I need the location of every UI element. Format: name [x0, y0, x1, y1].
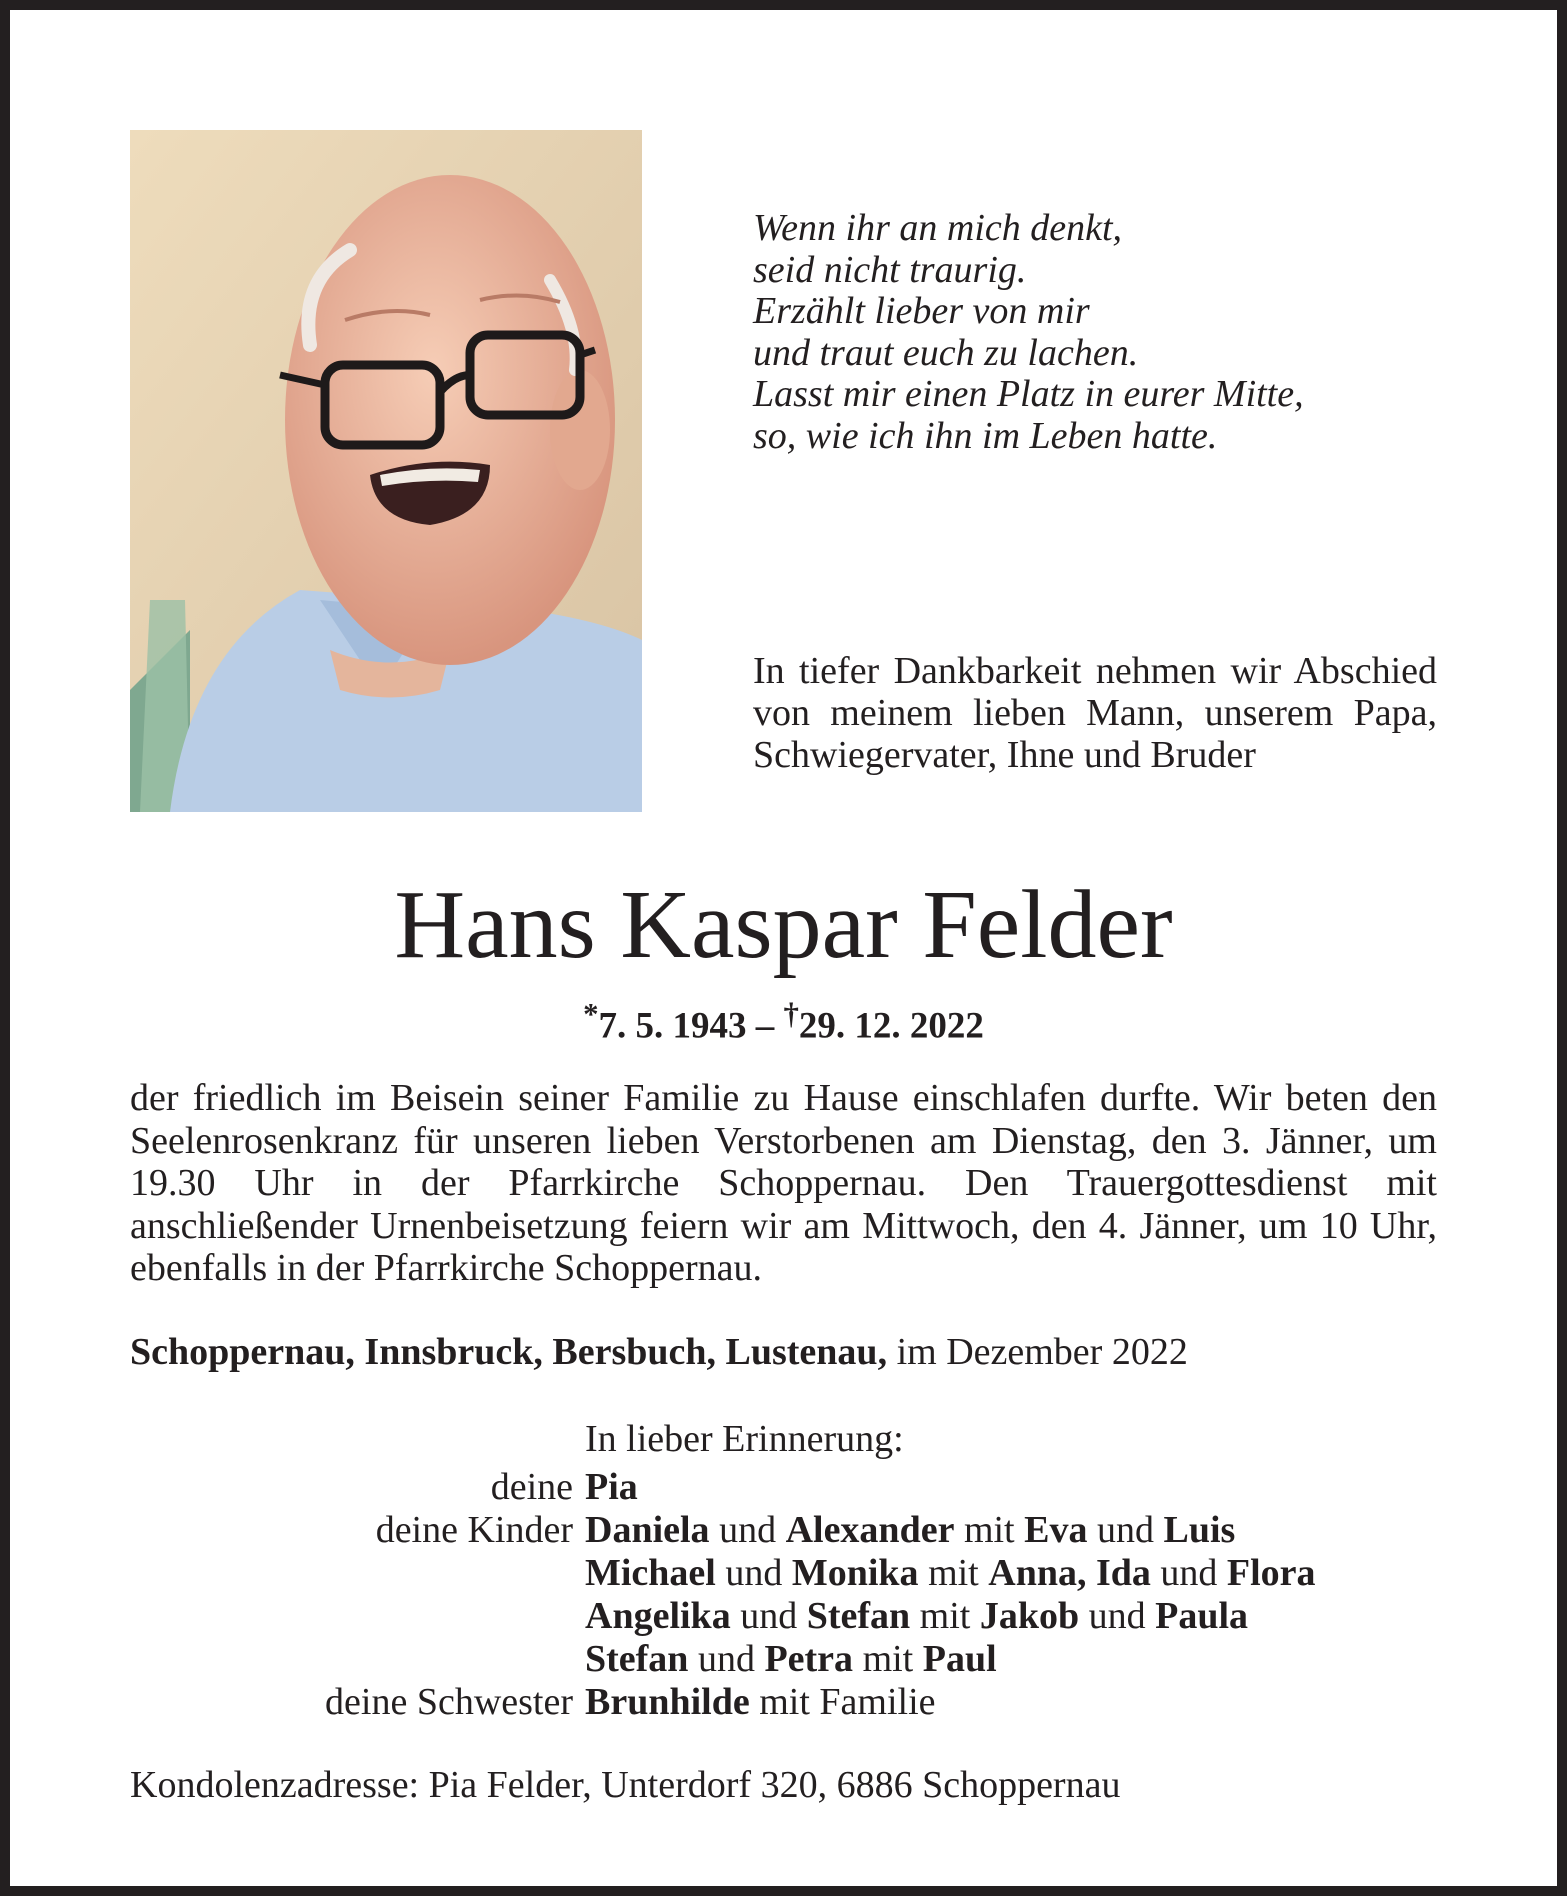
mourner-connector: mit: [853, 1638, 923, 1680]
mourner-name: Anna, Ida: [988, 1552, 1151, 1594]
mourner-name: Jakob: [979, 1595, 1080, 1637]
mourner-connector: und: [1087, 1509, 1164, 1551]
mourner-relation: [130, 1638, 585, 1681]
mourner-relation: deine: [490, 1466, 573, 1508]
poem-line: so, wie ich ihn im Leben hatte.: [753, 414, 1218, 457]
death-symbol: †: [783, 997, 799, 1031]
mourner-row: [130, 1595, 1460, 1638]
mourner-name: Stefan: [806, 1595, 911, 1637]
intro-text: In tiefer Dankbarkeit nehmen wir Abschied von meinem lieben Mann, unserem Papa, Schwiegervater, Ihne und Bruder: [753, 650, 1437, 776]
mourner-names: [585, 1681, 936, 1724]
mourner-name: Pia: [585, 1466, 638, 1508]
mourner-connector: und: [730, 1595, 807, 1637]
mourner-row: [130, 1509, 1460, 1552]
mourner-connector: und: [715, 1552, 792, 1594]
poem: [753, 208, 1473, 457]
memory-heading: In lieber Erinnerung:: [585, 1418, 904, 1460]
condolence-address: Kondolenzadresse: Pia Felder, Unterdorf 320, 6886 Schoppernau: [130, 1764, 1121, 1806]
mourner-name: Stefan: [585, 1638, 689, 1680]
places-line: [130, 1330, 1188, 1374]
mourner-relation: deine Kinder: [375, 1509, 573, 1551]
mourner-name: Alexander: [785, 1509, 955, 1551]
date-separator: –: [746, 1005, 784, 1047]
poem-line: und traut euch zu lachen.: [753, 331, 1139, 374]
mourner-name: Angelika: [585, 1595, 731, 1637]
mourner-names: [585, 1509, 1235, 1552]
mourner-connector: und: [1079, 1595, 1156, 1637]
mourner-relation: [130, 1595, 585, 1638]
birth-symbol: *: [583, 997, 599, 1031]
places-bold: Schoppernau, Innsbruck, Bersbuch, Lustenau,: [130, 1331, 888, 1373]
mourner-connector: und: [709, 1509, 786, 1551]
portrait-photo: [130, 130, 642, 812]
mourner-name: Monika: [791, 1552, 919, 1594]
mourner-names: [585, 1595, 1248, 1638]
death-date: 29. 12. 2022: [798, 1005, 984, 1047]
mourner-relation: [130, 1552, 585, 1595]
mourner-connector: mit: [954, 1509, 1025, 1551]
mourner-row: [130, 1681, 1460, 1724]
mourner-connector: und: [688, 1638, 765, 1680]
mourner-connector: mit Familie: [749, 1681, 936, 1723]
poem-line: seid nicht traurig.: [753, 248, 1027, 291]
mourner-name: Daniela: [585, 1509, 710, 1551]
announcement-body: der friedlich im Beisein seiner Familie zu Hause einschlafen durfte. Wir beten den Seelenrosenkranz für unseren lieben Verstorbenen am Dienstag, den 3. Jänner, um 19.30 Uhr in der Pfarrkirche Schoppernau. Den Trauergottesdienst mit anschließender Urnenbeisetzung feiern wir am Mittwoch, den 4. Jänner, um 10 Uhr, ebenfalls in der Pfarrkirche Schoppernau.: [130, 1077, 1437, 1289]
portrait-illustration: [130, 130, 642, 812]
mourner-row: [130, 1638, 1460, 1681]
mourner-name: Petra: [764, 1638, 854, 1680]
birth-date: 7. 5. 1943: [598, 1005, 747, 1047]
mourner-name: Michael: [585, 1552, 716, 1594]
mourner-relation: deine Schwester: [325, 1681, 573, 1723]
mourner-names: [585, 1638, 997, 1681]
mourner-name: Luis: [1163, 1509, 1236, 1551]
mourners-list: [130, 1466, 1460, 1724]
mourner-connector: mit: [910, 1595, 980, 1637]
mourner-names: [585, 1466, 638, 1509]
mourner-row: [130, 1552, 1460, 1595]
deceased-name: Hans Kaspar Felder: [394, 871, 1173, 979]
mourner-connector: mit: [918, 1552, 989, 1594]
mourner-name: Brunhilde: [585, 1681, 750, 1723]
poem-line: Lasst mir einen Platz in eurer Mitte,: [753, 373, 1304, 415]
places-date: im Dezember 2022: [887, 1331, 1188, 1373]
mourner-row: [130, 1466, 1460, 1509]
mourner-name: Paul: [922, 1638, 997, 1680]
mourner-name: Paula: [1155, 1595, 1249, 1637]
mourner-connector: und: [1150, 1552, 1227, 1594]
life-dates: [0, 997, 1567, 1047]
poem-line: Wenn ihr an mich denkt,: [753, 207, 1123, 249]
poem-line: Erzählt lieber von mir: [753, 290, 1090, 332]
mourner-names: [585, 1552, 1316, 1595]
mourner-name: Eva: [1024, 1509, 1088, 1551]
mourner-name: Flora: [1226, 1552, 1316, 1594]
